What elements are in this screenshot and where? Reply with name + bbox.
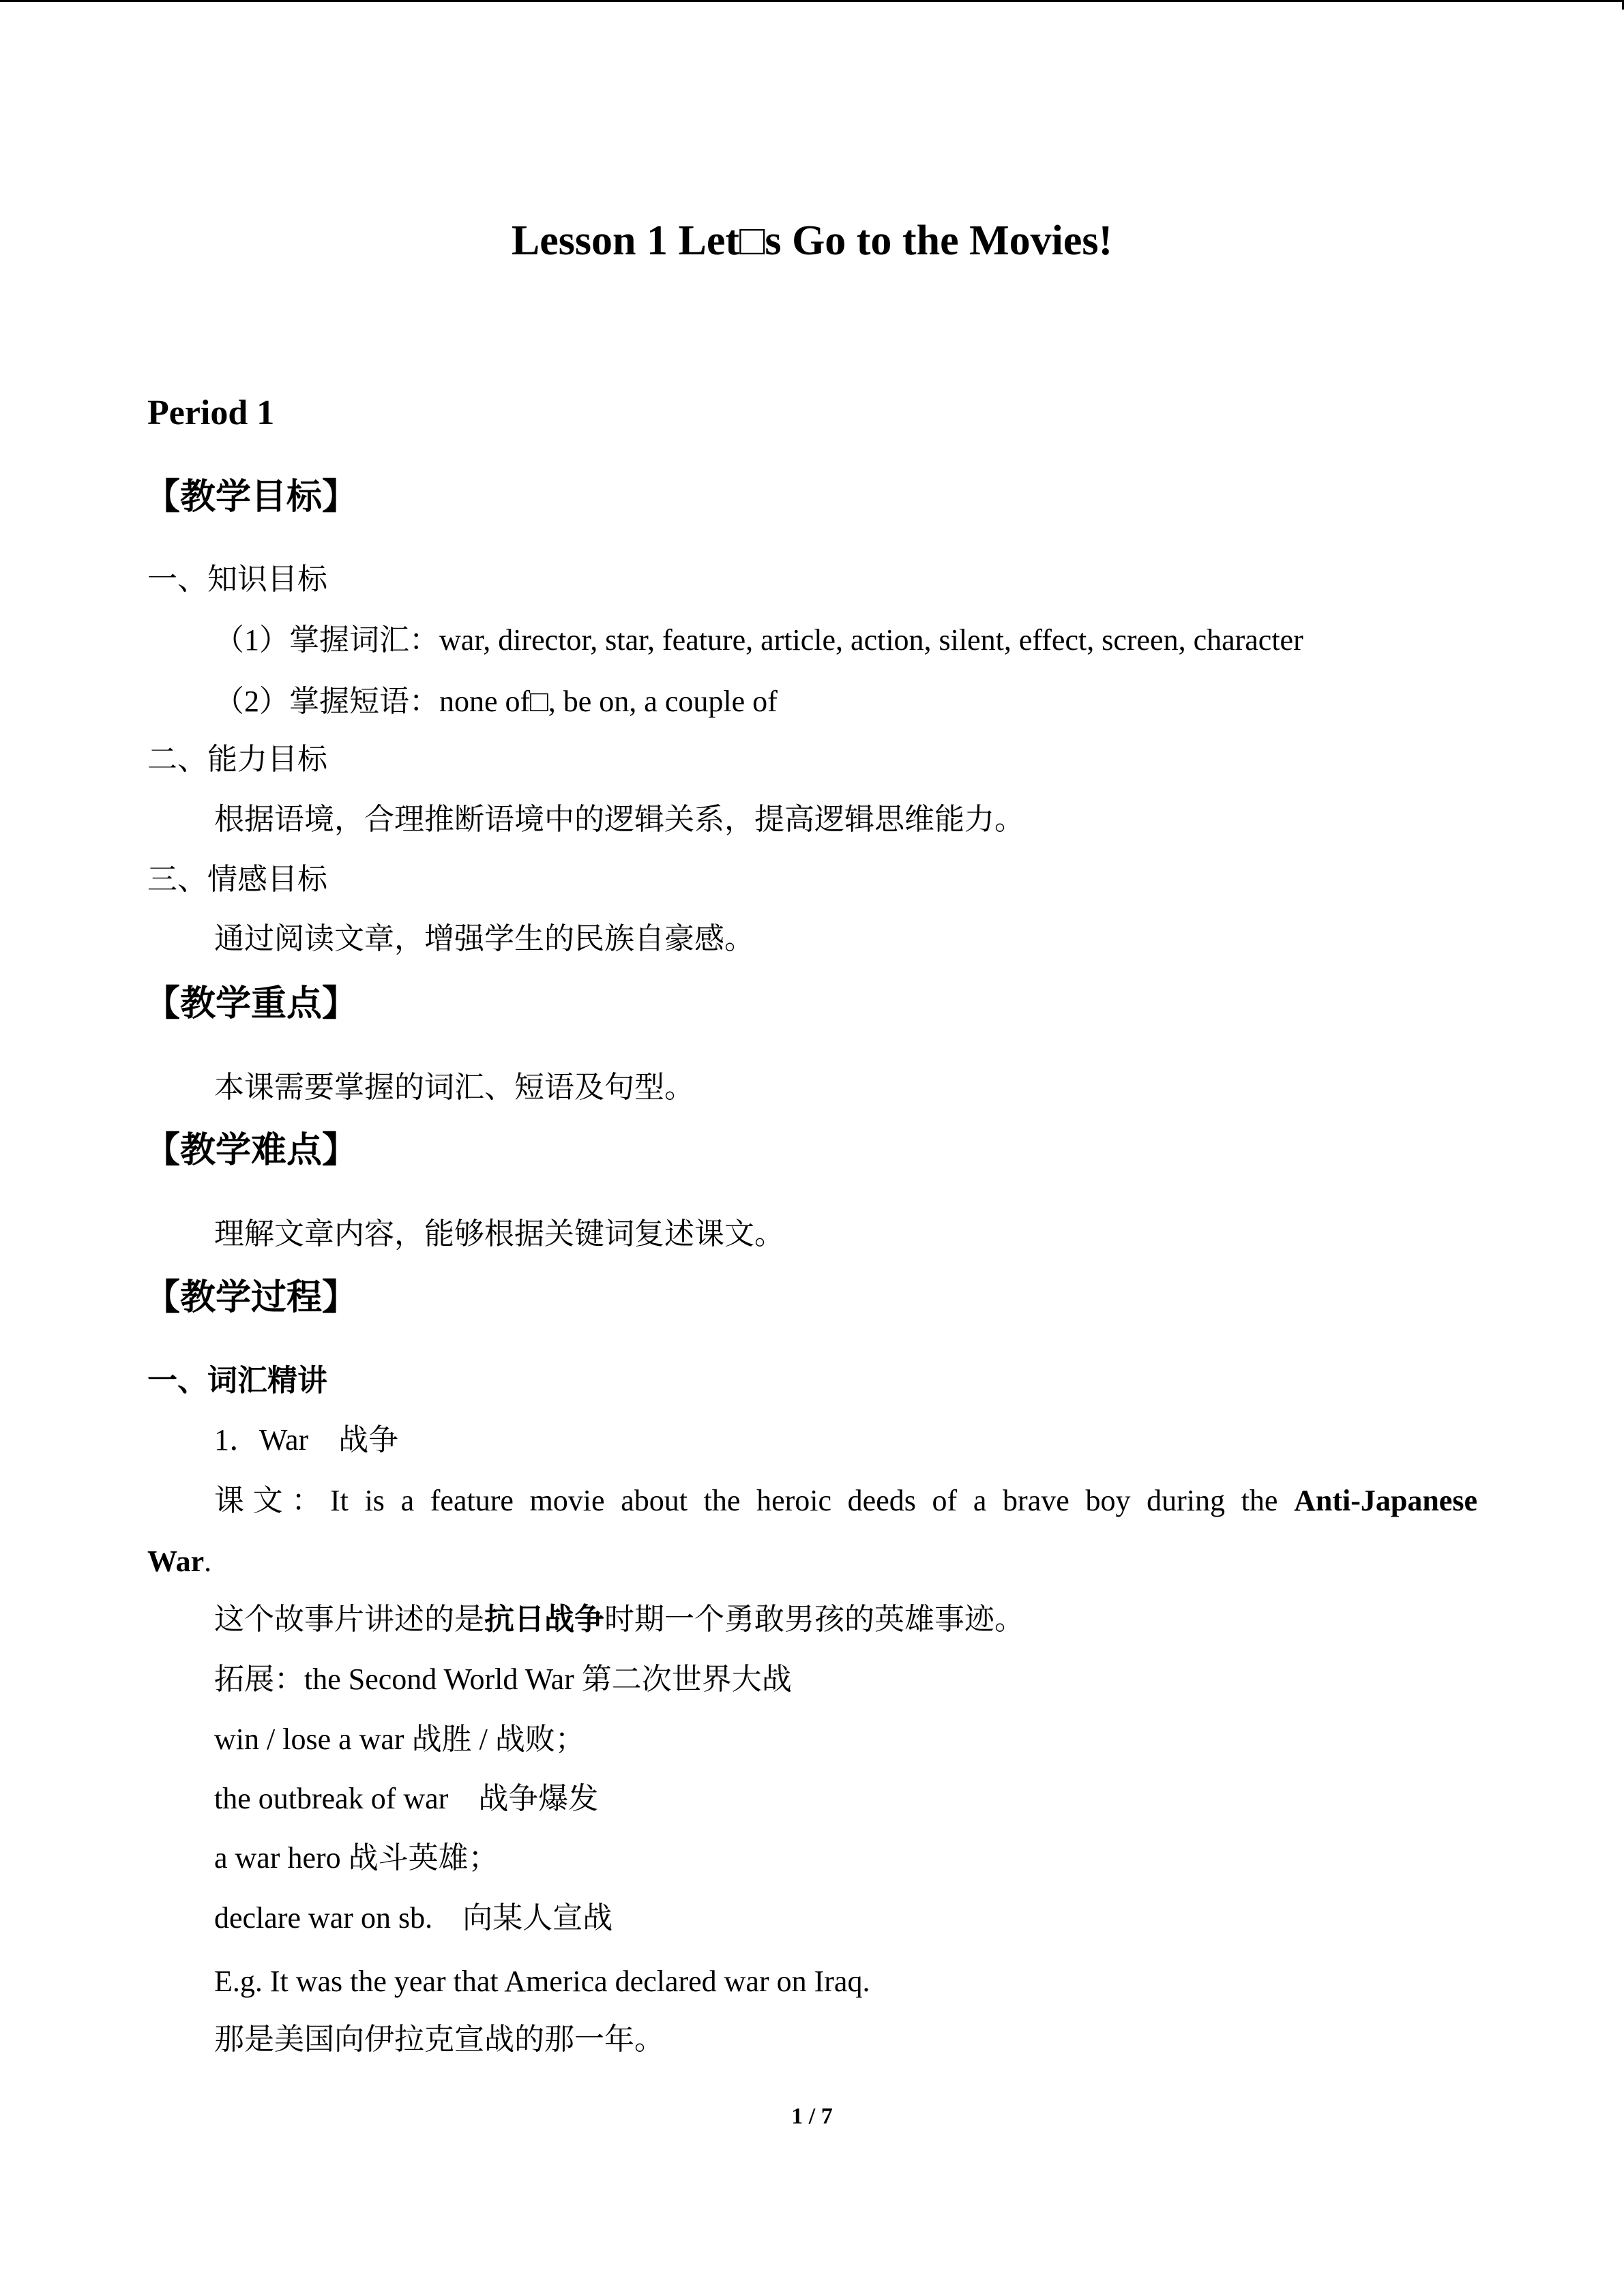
lesson-text-bold: Anti-Japanese [1294, 1484, 1477, 1517]
example-sentence: E.g. It was the year that America declared war on Iraq. [214, 1965, 870, 1998]
difficulties-text: 理解文章内容，能够根据关键词复述课文。 [214, 1217, 784, 1251]
section-process: 【教学过程】 [145, 1277, 358, 1318]
translation-bold: 抗日战争 [484, 1602, 604, 1636]
vocab-heading: 一、词汇精讲 [147, 1364, 327, 1397]
knowledge-item-phrases: （2）掌握短语：none of□, be on, a couple of [214, 685, 778, 718]
section-difficulties: 【教学难点】 [145, 1130, 358, 1171]
extension-line: a war hero 战斗英雄； [214, 1841, 499, 1875]
extension-line: declare war on sb. 向某人宣战 [214, 1901, 613, 1935]
ability-text: 根据语境，合理推断语境中的逻辑关系，提高逻辑思维能力。 [214, 803, 1024, 836]
extension-line: the outbreak of war 战争爆发 [214, 1782, 599, 1815]
document-title: Lesson 1 Let□s Go to the Movies! [511, 218, 1113, 264]
key-points-text: 本课需要掌握的词汇、短语及句型。 [214, 1071, 694, 1104]
knowledge-item-vocab: （1）掌握词汇：war, director, star, feature, article, action, silent, effect, screen, character [214, 623, 1303, 657]
lesson-text: 课文：It is a feature movie about the heroic deeds of a brave boy during the [214, 1484, 1295, 1517]
lesson-translation [214, 1602, 1024, 1637]
section-key-points: 【教学重点】 [145, 983, 358, 1024]
lesson-text-end: . [204, 1545, 212, 1578]
extension-line: 拓展：the Second World War 第二次世界大战 [214, 1663, 792, 1696]
ability-heading: 二、能力目标 [147, 743, 327, 776]
translation-part-end: 时期一个勇敢男孩的英雄事迹。 [604, 1602, 1024, 1636]
emotion-text: 通过阅读文章，增强学生的民族自豪感。 [214, 922, 754, 955]
translation-part: 这个故事片讲述的是 [214, 1602, 484, 1636]
lesson-text-continuation [147, 1545, 211, 1579]
lesson-text-line [214, 1484, 1477, 1519]
knowledge-heading: 一、知识目标 [147, 563, 327, 596]
emotion-heading: 三、情感目标 [147, 863, 327, 896]
vocab-item-war: 1．War 战争 [214, 1423, 399, 1457]
example-translation: 那是美国向伊拉克宣战的那一年。 [214, 2023, 664, 2056]
period-heading: Period 1 [147, 393, 275, 432]
lesson-text-bold-war: War [147, 1545, 205, 1578]
page-number: 1 / 7 [791, 2104, 833, 2129]
section-objectives: 【教学目标】 [145, 477, 358, 518]
extension-line: win / lose a war 战胜 / 战败； [214, 1723, 585, 1756]
